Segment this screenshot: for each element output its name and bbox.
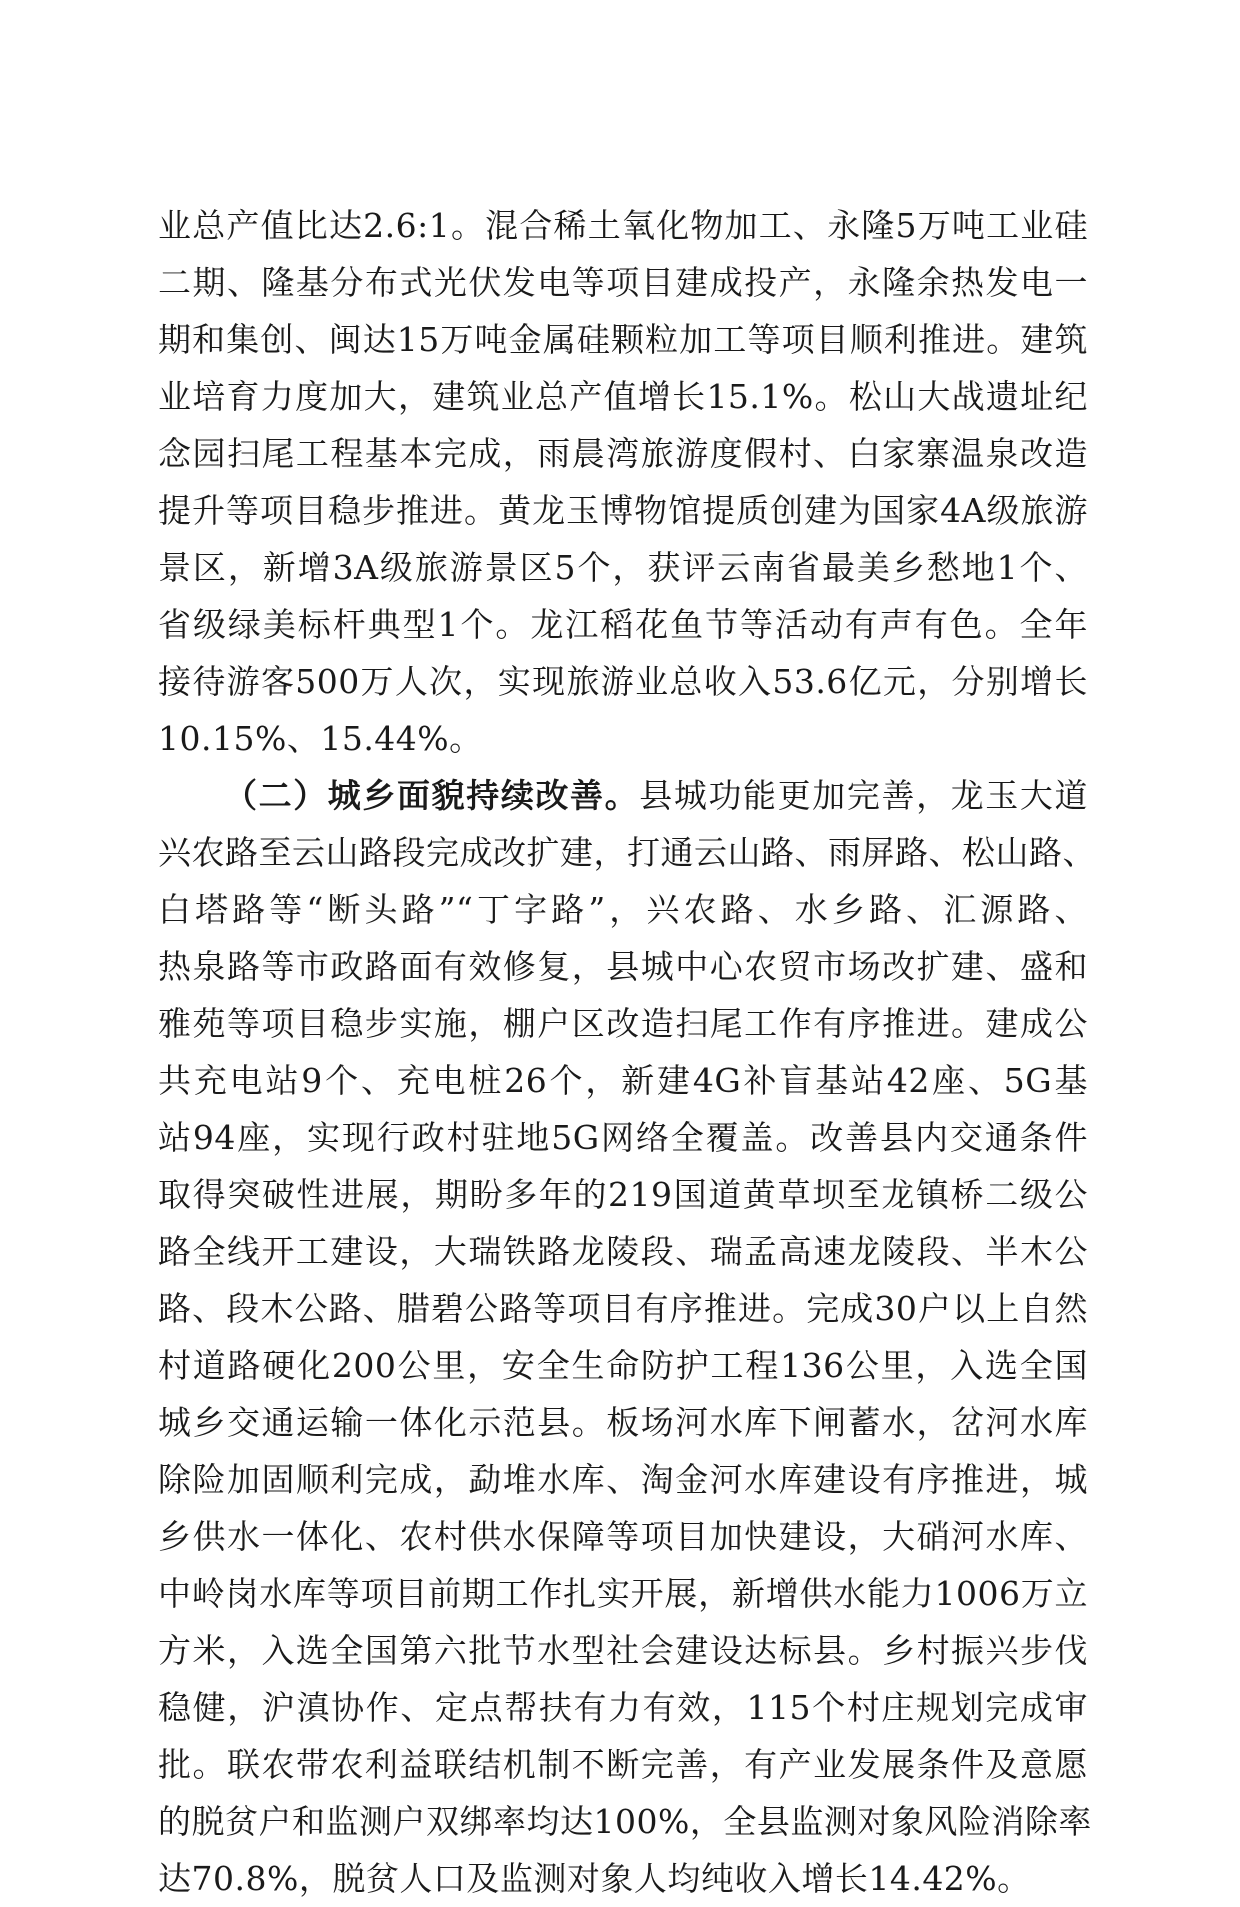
text-line: 站94座，实现行政村驻地5G网络全覆盖。改善县内交通条件 [158, 1118, 1088, 1157]
section-heading: （二）城乡面貌持续改善。 [224, 776, 640, 815]
text-line: 二期、隆基分布式光伏发电等项目建成投产，永隆余热发电一 [158, 263, 1088, 302]
body-text [158, 197, 1096, 1907]
section-heading-line [158, 767, 1088, 824]
text-line: 业总产值比达2.6:1。混合稀土氧化物加工、永隆5万吨工业硅 [158, 206, 1088, 245]
text-line: 期和集创、闽达15万吨金属硅颗粒加工等项目顺利推进。建筑 [158, 320, 1088, 359]
text-line: 取得突破性进展，期盼多年的219国道黄草坝至龙镇桥二级公 [158, 1175, 1088, 1214]
text-line: 除险加固顺利完成，勐堆水库、淘金河水库建设有序推进，城 [158, 1460, 1088, 1499]
heading-line-text: 县城功能更加完善，龙玉大道 [639, 776, 1089, 815]
text-line: 接待游客500万人次，实现旅游业总收入53.6亿元，分别增长 [158, 662, 1088, 701]
text-line: 路全线开工建设，大瑞铁路龙陵段、瑞孟高速龙陵段、半木公 [158, 1232, 1088, 1271]
text-line: 省级绿美标杆典型1个。龙江稻花鱼节等活动有声有色。全年 [158, 605, 1088, 644]
text-line: 村道路硬化200公里，安全生命防护工程136公里，入选全国 [158, 1346, 1088, 1385]
text-line: 景区，新增3A级旅游景区5个，获评云南省最美乡愁地1个、 [158, 548, 1088, 587]
text-line: 中岭岗水库等项目前期工作扎实开展，新增供水能力1006万立 [158, 1574, 1088, 1613]
text-line: 提升等项目稳步推进。黄龙玉博物馆提质创建为国家4A级旅游 [158, 491, 1088, 530]
text-line: 热泉路等市政路面有效修复，县城中心农贸市场改扩建、盛和 [158, 947, 1088, 986]
text-line: 白塔路等“断头路”“丁字路”，兴农路、水乡路、汇源路、 [158, 890, 1088, 929]
text-line: 10.15%、15.44%。 [158, 719, 483, 758]
text-line: 稳健，沪滇协作、定点帮扶有力有效，115个村庄规划完成审 [158, 1688, 1088, 1727]
text-line: 城乡交通运输一体化示范县。板场河水库下闸蓄水，岔河水库 [158, 1403, 1088, 1442]
text-line: 业培育力度加大，建筑业总产值增长15.1%。松山大战遗址纪 [158, 377, 1088, 416]
text-line: 兴农路至云山路段完成改扩建，打通云山路、雨屏路、松山路、 [158, 833, 1096, 872]
text-line: 念园扫尾工程基本完成，雨晨湾旅游度假村、白家寨温泉改造 [158, 434, 1088, 473]
text-line: 路、段木公路、腊碧公路等项目有序推进。完成30户以上自然 [158, 1289, 1088, 1328]
text-line: 达70.8%，脱贫人口及监测对象人均纯收入增长14.42%。 [158, 1859, 1031, 1898]
text-line: 的脱贫户和监测户双绑率均达100%，全县监测对象风险消除率 [158, 1802, 1092, 1841]
text-line: 雅苑等项目稳步实施，棚户区改造扫尾工作有序推进。建成公 [158, 1004, 1088, 1043]
text-line: 乡供水一体化、农村供水保障等项目加快建设，大硝河水库、 [158, 1517, 1088, 1556]
text-line: 共充电站9个、充电桩26个，新建4G补盲基站42座、5G基 [158, 1061, 1088, 1100]
text-line: 批。联农带农利益联结机制不断完善，有产业发展条件及意愿 [158, 1745, 1088, 1784]
text-line: 方米，入选全国第六批节水型社会建设达标县。乡村振兴步伐 [158, 1631, 1088, 1670]
